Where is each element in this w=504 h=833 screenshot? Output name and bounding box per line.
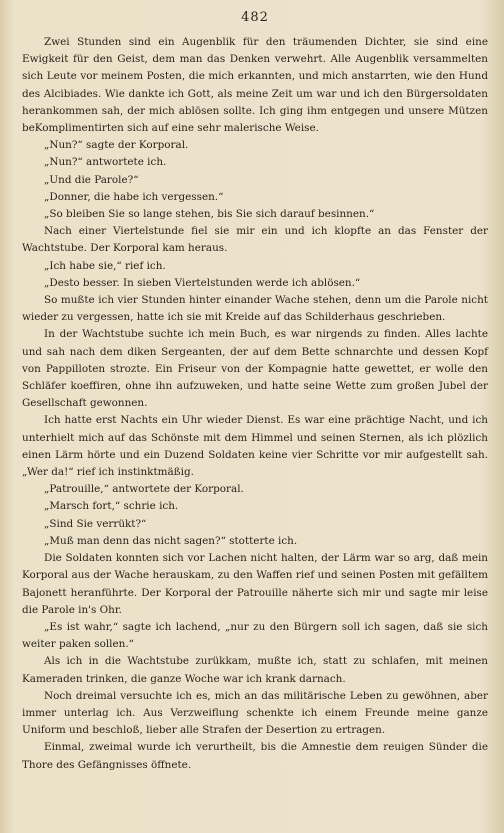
paragraph: In der Wachtstube suchte ich mein Buch, es war nirgends zu finden. Alles lachte und sah nach dem diken Sergeanten, der auf dem Bette schnarchte und dessen Kopf von Pappilloten strozte. Ein Friseur von der Kompagnie hatte gewettet, er wolle den Schläfer koeffiren, ohne ihn aufzuweken, und hatte seine Wette zum großen Jubel der Gesellschaft gewonnen. (22, 328, 488, 410)
paragraph: Ich hatte erst Nachts ein Uhr wieder Dienst. Es war eine prächtige Nacht, und ich unterhielt mich auf das Schönste mit dem Himmel und seinen Sternen, als ich plözlich einen Lärm hörte und ein Duzend Soldaten keine vier Schritte vor mir aufgestellt sah. „Wer da!“ rief ich instinktmäßig. (22, 414, 488, 479)
dialog-line: „Desto besser. In sieben Viertelstunden werde ich ablösen.“ (44, 276, 361, 289)
paragraph: Die Soldaten konnten sich vor Lachen nicht halten, der Lärm war so arg, daß mein Korporal aus der Wache herauskam, zu den Waffen rief und seinen Posten mit gefälltem Bajonett heranführte. Der Korporal der Patrouille näherte sich mir und sagte mir leise die Parole in's Ohr. (22, 552, 488, 616)
dialog-line: „Nun?“ sagte der Korporal. (44, 139, 189, 152)
paragraph: So mußte ich vier Stunden hinter einander Wache stehen, denn um die Parole nicht wieder zu vergessen, hatte ich sie mit Kreide auf das Schilderhaus geschrieben. (22, 294, 488, 324)
dialog-line: „Patrouille,“ antwortete der Korporal. (44, 483, 244, 496)
dialog-line: „Und die Parole?“ (44, 173, 139, 186)
body-text (22, 34, 488, 774)
dialog-line: „Donner, die habe ich vergessen.“ (44, 190, 224, 203)
paragraph: Zwei Stunden sind ein Augenblik für den träumenden Dichter, sie sind eine Ewigkeit für den Geist, dem man das Denken verwehrt. Alle Augenblik versammelten sich Leute vor meinem Posten, die mich erkannten, und mich anstarrten, wie den Hund des Alcibiades. Wie dankte ich Gott, als meine Zeit um war und ich den Bürgersoldaten herankommen sah, der mich ablösen sollte. Ich ging ihm entgegen und unsere Mützen beKomplimentirten sich auf eine sehr malerische Weise. (22, 36, 488, 135)
dialog-line: „Nun?“ antwortete ich. (44, 156, 167, 169)
paragraph: Noch dreimal versuchte ich es, mich an das militärische Leben zu gewöhnen, aber immer unterlag ich. Aus Verzweiflung schenkte ich einem Freunde meine ganze Uniform und beschloß, lieber alle Strafen der Desertion zu ertragen. (22, 689, 488, 737)
dialog-line: „Marsch fort,“ schrie ich. (44, 500, 179, 513)
paragraph: „Es ist wahr,“ sagte ich lachend, „nur zu den Bürgern soll ich sagen, daß sie sich weiter paken sollen.“ (22, 620, 488, 651)
dialog-line: „Sind Sie verrükt?“ (44, 517, 147, 530)
page-number: 482 (241, 10, 269, 25)
paragraph: Einmal, zweimal wurde ich verurtheilt, bis die Amnestie dem reuigen Sünder die Thore des Gefängnisses öffnete. (22, 741, 488, 771)
dialog-line: „Ich habe sie,“ rief ich. (44, 259, 166, 272)
dialog-line: „Muß man denn das nicht sagen?“ stotterte ich. (44, 534, 298, 547)
paragraph: Als ich in die Wachtstube zurükkam, mußte ich, statt zu schlafen, mit meinen Kameraden trinken, die ganze Woche war ich krank darnach. (22, 655, 488, 685)
dialog-line: „So bleiben Sie so lange stehen, bis Sie sich darauf besinnen.“ (44, 208, 375, 221)
paragraph: Nach einer Viertelstunde fiel sie mir ein und ich klopfte an das Fenster der Wachtstube. Der Korporal kam heraus. (22, 225, 488, 255)
